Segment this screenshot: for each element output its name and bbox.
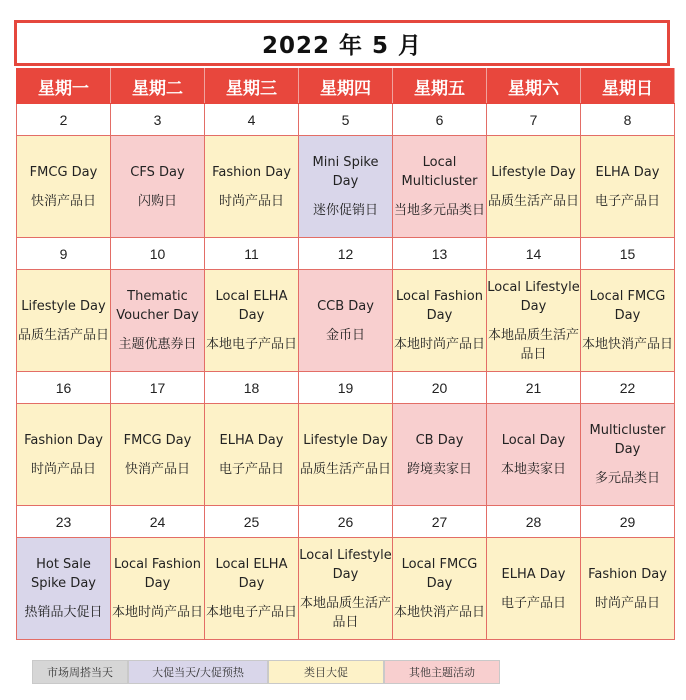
event-name-en: Fashion Day: [588, 566, 667, 582]
event-name-en: Multicluster Day: [589, 423, 666, 457]
event-cell: [581, 538, 675, 640]
event-name-en: Fashion Day: [212, 164, 291, 180]
event-cell: [393, 270, 487, 372]
weekday-thu: 星期四: [299, 69, 393, 104]
event-cell: [487, 136, 581, 238]
event-name-en: Local Fashion Day: [396, 289, 483, 323]
date-number: 17: [111, 372, 205, 404]
event-cell: [17, 136, 111, 238]
event-cell: [111, 136, 205, 238]
event-cell: [487, 270, 581, 372]
legend-item: 大促当天/大促预热: [128, 660, 268, 684]
event-name-en: Local Fashion Day: [114, 557, 201, 591]
event-name-en: Hot Sale Spike Day: [31, 557, 96, 591]
event-name-zh: 品质生活产品日: [487, 193, 579, 209]
event-name-zh: 当地多元品类日: [393, 203, 485, 218]
weekday-header-row: [17, 69, 675, 104]
event-row: [17, 270, 675, 372]
event-name-zh: 品质生活产品日: [17, 327, 109, 343]
date-number: 6: [393, 104, 487, 136]
date-number: 5: [299, 104, 393, 136]
date-number: 25: [205, 506, 299, 538]
date-number: 28: [487, 506, 581, 538]
event-cell: [393, 538, 487, 640]
event-name-en: Local ELHA Day: [215, 557, 288, 591]
event-cell: [581, 404, 675, 506]
event-cell: [299, 404, 393, 506]
event-name-zh: 快消产品日: [124, 461, 190, 477]
event-name-en: CFS Day: [130, 164, 185, 180]
event-name-en: Local Day: [501, 432, 566, 448]
event-row: [17, 538, 675, 640]
date-number: 7: [487, 104, 581, 136]
event-name-en: FMCG Day: [29, 164, 98, 180]
event-name-en: Local FMCG Day: [401, 557, 478, 591]
event-cell: [205, 270, 299, 372]
event-cell: [487, 538, 581, 640]
event-cell: [111, 270, 205, 372]
date-number: 14: [487, 238, 581, 270]
event-name-zh: 本地电子产品日: [205, 337, 297, 352]
date-row: [17, 104, 675, 136]
event-cell: [17, 404, 111, 506]
date-number: 4: [205, 104, 299, 136]
date-number: 9: [17, 238, 111, 270]
event-name-en: Lifestyle Day: [21, 298, 106, 314]
event-cell: [393, 404, 487, 506]
event-name-zh: 本地卖家日: [500, 461, 566, 477]
event-name-en: CB Day: [415, 432, 464, 448]
calendar-weeks: [17, 104, 675, 640]
date-number: 2: [17, 104, 111, 136]
event-name-zh: 本地快消产品日: [581, 337, 673, 352]
date-number: 13: [393, 238, 487, 270]
legend: [32, 660, 500, 684]
event-cell: [581, 136, 675, 238]
date-number: 29: [581, 506, 675, 538]
weekday-sun: 星期日: [581, 69, 675, 104]
event-cell: [299, 136, 393, 238]
event-cell: [111, 404, 205, 506]
event-cell: [205, 538, 299, 640]
event-cell: [581, 270, 675, 372]
weekday-fri: 星期五: [393, 69, 487, 104]
event-name-en: Local FMCG Day: [589, 289, 666, 323]
event-name-zh: 迷你促销日: [312, 203, 378, 218]
event-name-zh: 品质生活产品日: [299, 461, 391, 477]
event-cell: [17, 270, 111, 372]
date-number: 15: [581, 238, 675, 270]
event-name-zh: 本地时尚产品日: [393, 337, 485, 352]
date-row: [17, 372, 675, 404]
date-number: 3: [111, 104, 205, 136]
date-number: 27: [393, 506, 487, 538]
event-name-zh: 时尚产品日: [594, 595, 660, 611]
event-name-zh: 金币日: [325, 327, 365, 343]
event-name-zh: 电子产品日: [500, 595, 566, 611]
date-number: 18: [205, 372, 299, 404]
event-name-en: Local Multicluster: [401, 155, 478, 189]
event-name-zh: 闪购日: [137, 193, 177, 209]
event-cell: [205, 404, 299, 506]
event-row: [17, 404, 675, 506]
date-row: [17, 238, 675, 270]
event-name-zh: 本地品质生活产品日: [299, 595, 391, 630]
calendar-title: 2022 年 5 月: [261, 32, 423, 59]
date-number: 12: [299, 238, 393, 270]
event-name-en: Lifestyle Day: [303, 432, 388, 448]
weekday-sat: 星期六: [487, 69, 581, 104]
weekday-mon: 星期一: [17, 69, 111, 104]
event-name-zh: 本地快消产品日: [393, 605, 485, 620]
event-name-en: Local Lifestyle Day: [487, 279, 580, 314]
date-number: 19: [299, 372, 393, 404]
date-number: 22: [581, 372, 675, 404]
event-cell: [17, 538, 111, 640]
legend-item: 市场周搭当天: [32, 660, 128, 684]
event-name-zh: 跨境卖家日: [406, 461, 472, 477]
event-name-zh: 本地品质生活产品日: [487, 327, 579, 362]
event-cell: [111, 538, 205, 640]
event-name-en: Mini Spike Day: [312, 155, 379, 189]
event-name-en: Thematic Voucher Day: [116, 289, 199, 323]
event-name-zh: 本地电子产品日: [205, 605, 297, 620]
date-number: 21: [487, 372, 581, 404]
event-name-en: CCB Day: [317, 298, 374, 314]
event-cell: [299, 538, 393, 640]
event-name-en: FMCG Day: [123, 432, 192, 448]
calendar-grid: [16, 68, 675, 640]
event-name-zh: 本地时尚产品日: [111, 605, 203, 620]
event-cell: [299, 270, 393, 372]
event-name-en: Local ELHA Day: [215, 289, 288, 323]
event-name-en: ELHA Day: [595, 164, 660, 180]
event-name-zh: 热销品大促日: [24, 605, 103, 620]
event-name-zh: 时尚产品日: [218, 193, 284, 209]
event-cell: [393, 136, 487, 238]
weekday-tue: 星期二: [111, 69, 205, 104]
event-name-zh: 电子产品日: [594, 193, 660, 209]
event-cell: [205, 136, 299, 238]
date-row: [17, 506, 675, 538]
event-name-en: Local Lifestyle Day: [299, 547, 392, 582]
event-row: [17, 136, 675, 238]
date-number: 24: [111, 506, 205, 538]
date-number: 23: [17, 506, 111, 538]
weekday-wed: 星期三: [205, 69, 299, 104]
event-name-zh: 时尚产品日: [30, 461, 96, 477]
event-name-en: ELHA Day: [501, 566, 566, 582]
legend-item: 其他主题活动: [384, 660, 500, 684]
calendar-title-box: [14, 20, 670, 66]
event-name-zh: 多元品类日: [594, 471, 660, 486]
date-number: 16: [17, 372, 111, 404]
date-number: 11: [205, 238, 299, 270]
event-cell: [487, 404, 581, 506]
event-name-zh: 电子产品日: [218, 461, 284, 477]
date-number: 8: [581, 104, 675, 136]
event-name-zh: 快消产品日: [30, 193, 96, 209]
event-name-en: Lifestyle Day: [491, 164, 576, 180]
date-number: 10: [111, 238, 205, 270]
event-name-zh: 主题优惠券日: [118, 337, 197, 352]
event-name-en: ELHA Day: [219, 432, 284, 448]
legend-item: 类目大促: [268, 660, 384, 684]
event-name-en: Fashion Day: [24, 432, 103, 448]
date-number: 26: [299, 506, 393, 538]
date-number: 20: [393, 372, 487, 404]
